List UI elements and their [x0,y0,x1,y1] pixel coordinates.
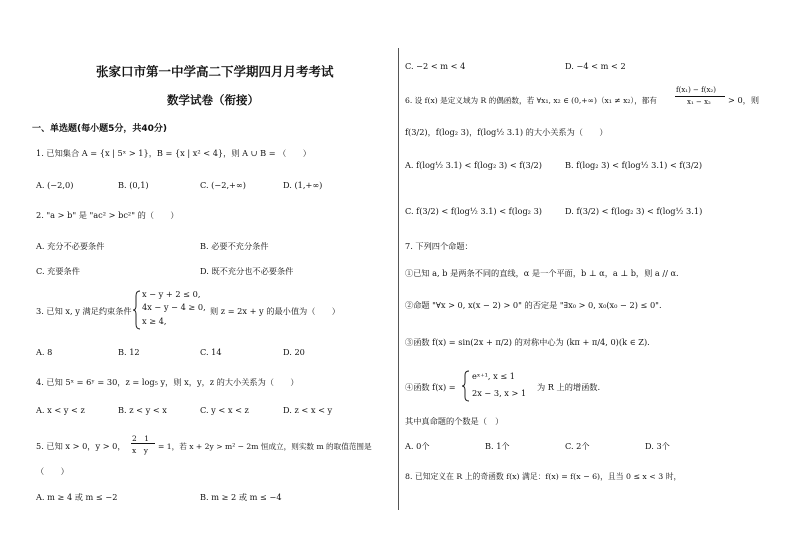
q7-statement-4-label: ④函数 f(x) = [405,382,456,392]
q3-stem-post: 则 z = 2x + y 的最小值为（ ） [210,306,340,316]
q5-stem-b: = 1，若 x + 2y > m² − 2m 恒成立，则实数 m 的取值范围是 [158,442,372,451]
q7-piece-2: 2x − 3, x > 1 [472,388,527,398]
q5-fraction-bar [131,443,155,444]
q3-option-b[interactable]: B. 12 [118,347,140,357]
q3-option-d[interactable]: D. 20 [283,347,305,357]
q3-constraint-2: 4x − y − 4 ≥ 0, [142,302,206,312]
q3-option-a[interactable]: A. 8 [36,347,53,357]
q7-brace [462,370,470,402]
q7-option-d[interactable]: D. 3个 [645,441,670,451]
q2-option-c[interactable]: C. 充要条件 [36,266,80,276]
q4-stem: 4. 已知 5ˣ = 6ʸ = 30，z = log₅ y，则 x，y，z 的大小关系为（ ） [36,377,299,387]
q7-option-b[interactable]: B. 1个 [485,441,510,451]
column-divider [398,48,399,510]
q2-option-b[interactable]: B. 必要不充分条件 [200,241,269,251]
q7-option-a[interactable]: A. 0个 [405,441,430,451]
q7-statement-1: ①已知 a, b 是两条不同的直线，α 是一个平面，b ⊥ α，a ⊥ b，则 a // α. [405,268,679,278]
q6-fraction-bar [675,96,725,97]
q6-fraction-numerator: f(x₁) − f(x₂) [676,86,716,94]
section-heading: 一、单选题(每小题5分，共40分) [32,124,168,134]
q2-option-a[interactable]: A. 充分不必要条件 [36,241,105,251]
q1-option-a[interactable]: A. (−2,0) [36,180,74,190]
q5-fraction-numerators: 2 1 [132,434,150,443]
q6-stem-b: > 0，则 [728,95,760,105]
q6-stem-a: 6. 设 f(x) 是定义域为 R 的偶函数，若 ∀x₁, x₂ ∈ (0,+∞)（x₁ ≠ x₂），都有 [405,96,657,105]
q6-option-a[interactable]: A. f(log½ 3.1) < f(log₂ 3) < f(3/2) [405,160,542,170]
q7-stem: 7. 下列四个命题： [405,241,473,251]
q1-option-b[interactable]: B. (0,1) [118,180,149,190]
q7-count-prompt: 其中真命题的个数是（ ） [405,416,504,426]
q6-option-b[interactable]: B. f(log₂ 3) < f(log½ 3.1) < f(3/2) [565,160,703,170]
q1-stem: 1. 已知集合 A = {x | 5ˣ > 1}，B = {x | x² < 4}，则 A ∪ B = （ ） [36,148,311,158]
q7-piece-1: eˣ⁺¹, x ≤ 1 [472,371,516,381]
q5-stem-a: 5. 已知 x > 0，y > 0， [36,441,126,451]
q4-option-a[interactable]: A. x < y < z [36,405,85,415]
q4-option-c[interactable]: C. y < x < z [200,405,249,415]
exam-title: 张家口市第一中学高二下学期四月月考考试 [96,64,334,79]
q3-constraint-3: x ≥ 4, [142,316,167,326]
q7-statement-2: ②命题 "∀x > 0, x(x − 2) > 0" 的否定是 "∃x₀ > 0, x₀(x₀ − 2) ≤ 0". [405,300,662,310]
q5-option-a[interactable]: A. m ≥ 4 或 m ≤ −2 [36,492,118,502]
q6-stem-c: f(3/2)，f(log₂ 3)，f(log½ 3.1) 的大小关系为（ ） [405,127,608,137]
q6-option-d[interactable]: D. f(3/2) < f(log₂ 3) < f(log½ 3.1) [565,206,703,216]
q5-option-c[interactable]: C. −2 < m < 4 [405,61,466,71]
q5-option-d[interactable]: D. −4 < m < 2 [565,61,626,71]
q5-option-b[interactable]: B. m ≥ 2 或 m ≤ −4 [200,492,282,502]
q2-option-d[interactable]: D. 既不充分也不必要条件 [200,266,294,276]
q8-stem: 8. 已知定义在 R 上的奇函数 f(x) 满足：f(x) = f(x − 6)，且当 0 ≤ x < 3 时， [405,472,682,481]
q3-option-c[interactable]: C. 14 [200,347,222,357]
q3-stem-pre: 3. 已知 x, y 满足约束条件 [36,306,132,316]
q7-statement-3: ③函数 f(x) = sin(2x + π/2) 的对称中心为 (kπ + π/4, 0)(k ∈ Z). [405,337,650,347]
q3-constraint-1: x − y + 2 ≤ 0, [142,289,201,299]
q4-option-d[interactable]: D. z < x < y [283,405,333,415]
q7-option-c[interactable]: C. 2个 [565,441,590,451]
q5-fraction-denominators: x y [132,446,148,455]
q3-brace [133,290,141,330]
q7-statement-4-tail: 为 R 上的增函数. [537,382,601,392]
q6-option-c[interactable]: C. f(3/2) < f(log½ 3.1) < f(log₂ 3) [405,206,542,216]
exam-subtitle: 数学试卷（衔接） [167,93,259,107]
q1-option-d[interactable]: D. (1,+∞) [283,180,323,190]
q2-stem: 2. "a > b" 是 "ac² > bc²" 的（ ） [36,210,179,220]
q1-option-c[interactable]: C. (−2,+∞) [200,180,246,190]
q4-option-b[interactable]: B. z < y < x [118,405,167,415]
q6-fraction-denominator: x₁ − x₂ [687,98,711,106]
q5-stem-c: （ ） [36,466,69,476]
